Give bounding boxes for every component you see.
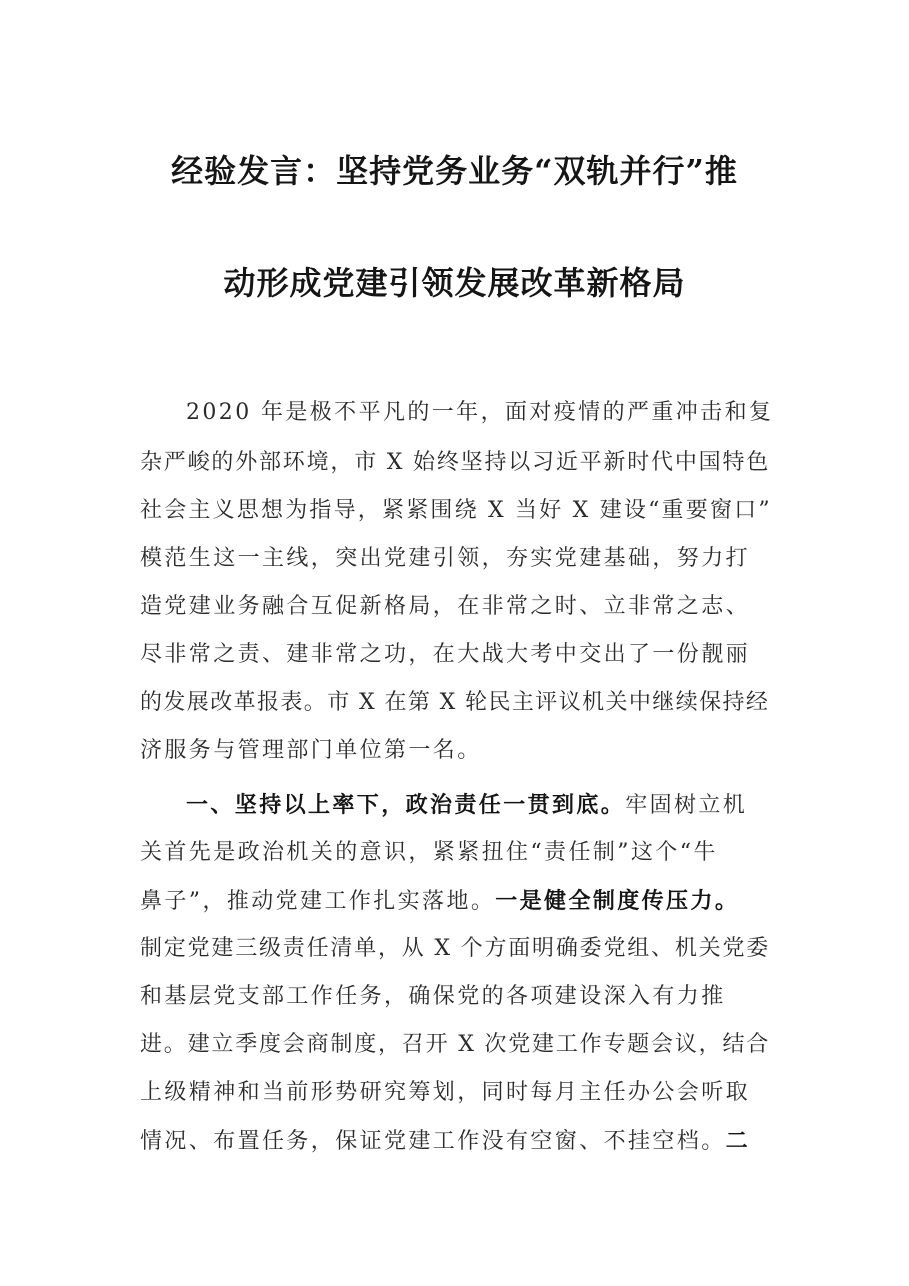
paragraph-2-line-3 [140,886,772,917]
paragraph-1-line-5: 造党建业务融合互促新格局，在非常之时、立非常之志、 [140,594,751,619]
paragraph-2-line-2: 关首先是政治机关的意识，紧紧扭住“责任制”这个“牛 [140,840,718,865]
paragraph-1-line-7: 的发展改革报表。市 X 在第 X 轮民主评议机关中继续保持经 [140,690,770,715]
paragraph-2-line-1 [186,790,772,821]
subheading-1: 一是健全制度传压力。 [495,888,740,914]
subheading-2-start: 二 [725,1128,751,1154]
paragraph-2-line-5: 和基层党支部工作任务，确保党的各项建设深入有力推 [140,984,726,1009]
paragraph-2-line-7: 上级精神和当前形势研究筹划，同时每月主任办公会听取 [140,1080,751,1105]
paragraph-1-line-2: 杂严峻的外部环境，市 X 始终坚持以习近平新时代中国特色 [140,450,771,475]
document-title-line-2: 动形成党建引领发展改革新格局 [223,264,686,302]
paragraph-2-line-8 [140,1126,772,1157]
paragraph-1-line-1: 2020 年是极不平凡的一年，面对疫情的严重冲击和复 [186,400,774,425]
paragraph-2-line-6: 进。建立季度会商制度，召开 X 次党建工作专题会议，结合 [140,1032,771,1057]
document-title-line-1: 经验发言：坚持党务业务“双轨并行”推 [171,152,738,190]
paragraph-1-line-8: 济服务与管理部门单位第一名。 [140,738,482,763]
paragraph-2-line-4: 制定党建三级责任清单，从 X 个方面明确委党组、机关党委 [140,936,771,961]
paragraph-1-line-3: 社会主义思想为指导，紧紧围绕 X 当好 X 建设“重要窗口” [140,498,772,523]
paragraph-1-line-6: 尽非常之责、建非常之功，在大战大考中交出了一份靓丽 [140,642,751,667]
paragraph-2-line-8-text: 情况、布置任务，保证党建工作没有空窗、不挂空档。 [140,1129,726,1154]
paragraph-1-line-4: 模范生这一主线，突出党建引领，夯实党建基础，努力打 [140,546,751,571]
paragraph-2-line-1-text: 牢固树立机 [625,793,748,818]
paragraph-2-line-3-text: 鼻子”，推动党建工作扎实落地。 [140,889,496,914]
section-heading-1: 一、坚持以上率下，政治责任一贯到底。 [186,792,626,818]
